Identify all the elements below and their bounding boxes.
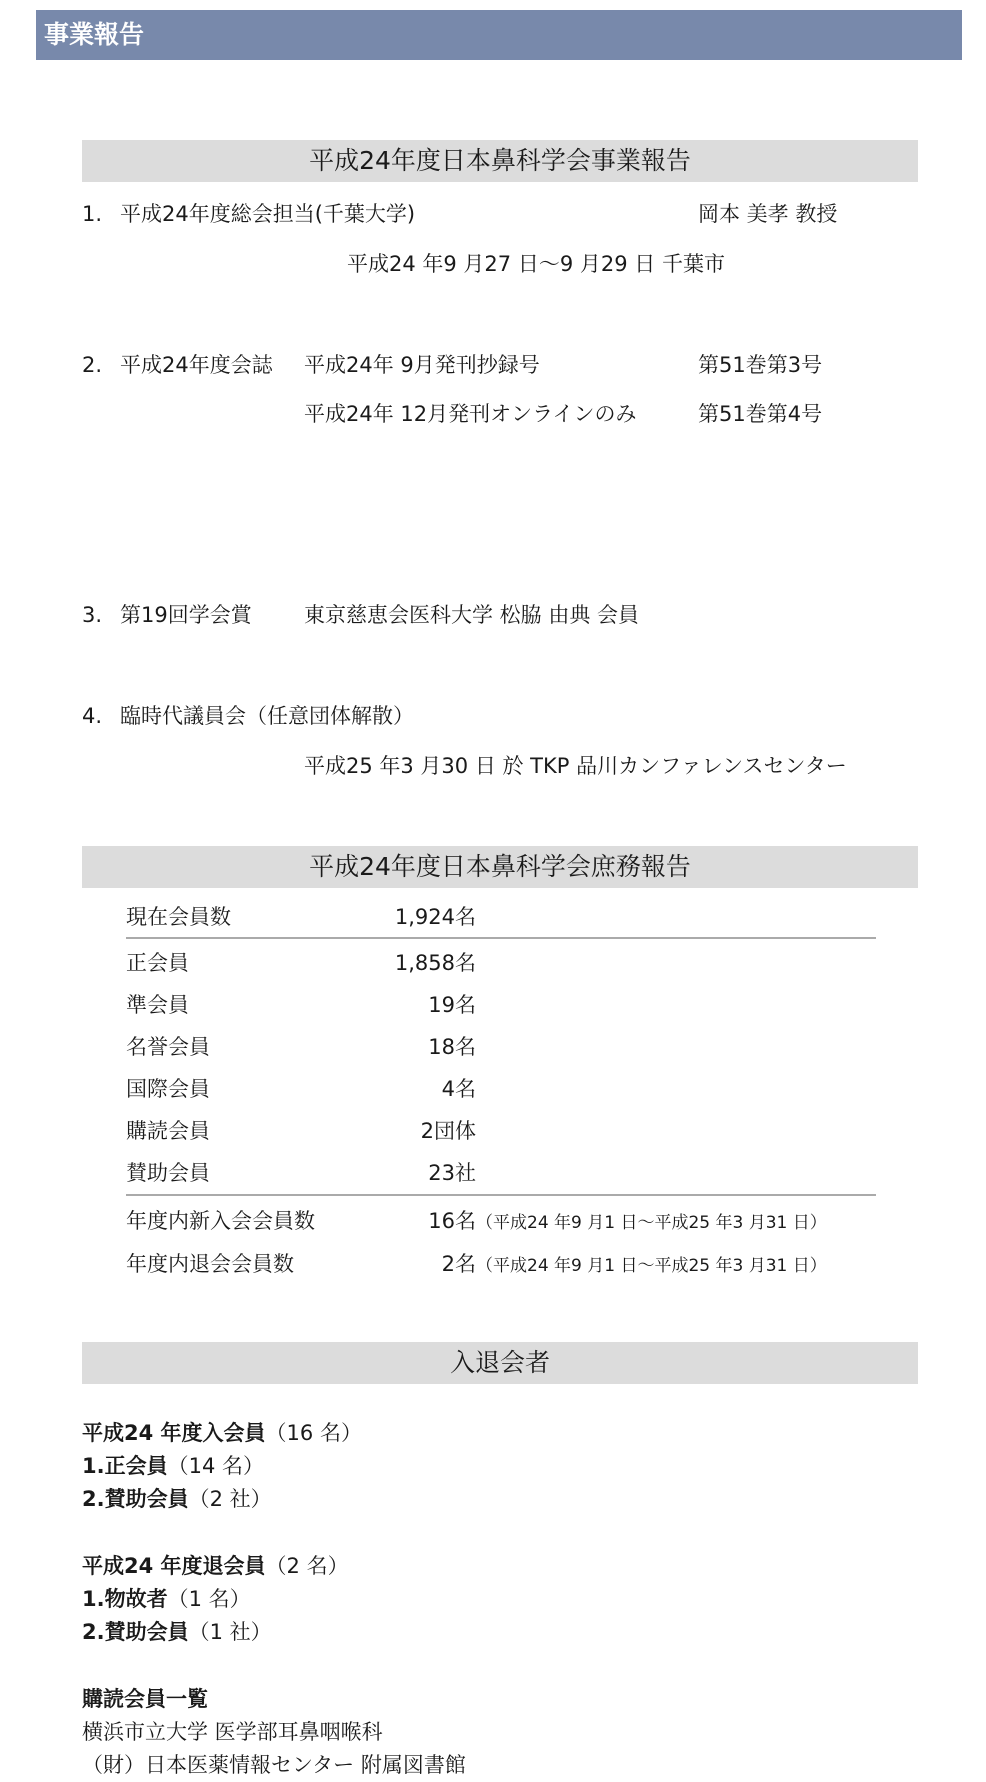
item4-number: 4.: [82, 704, 103, 728]
leave-heading: 平成24 年度退会員（2 名）: [82, 1554, 349, 1578]
new-members-label: 年度内新入会会員数: [126, 1209, 315, 1233]
item1-date: 平成24 年9 月27 日〜9 月29 日 千葉市: [347, 252, 725, 276]
member-type-label: 国際会員: [126, 1077, 210, 1101]
affairs-report-header: [82, 846, 918, 888]
total-members-value: 1,924名: [394, 905, 476, 929]
item4-detail: 平成25 年3 月30 日 於 TKP 品川カンファレンスセンター: [304, 754, 847, 778]
member-type-value: 23社: [428, 1161, 476, 1185]
divider: [126, 937, 876, 939]
left-members-label: 年度内退会会員数: [126, 1252, 294, 1276]
membership-changes-title: 入退会者: [449, 1348, 550, 1377]
item2-label: 平成24年度会誌: [120, 353, 273, 377]
item2-number: 2.: [82, 353, 103, 377]
member-type-value: 19名: [428, 993, 476, 1017]
left-members-value: 2名: [441, 1252, 476, 1276]
join-item: 2.賛助会員（2 社）: [82, 1487, 272, 1511]
join-heading: 平成24 年度入会員（16 名）: [82, 1421, 362, 1445]
member-type-label: 購読会員: [126, 1119, 210, 1143]
item3-label: 第19回学会賞: [120, 603, 252, 627]
total-members-label: 現在会員数: [126, 905, 231, 929]
member-type-value: 2団体: [420, 1119, 476, 1143]
divider: [126, 1194, 876, 1196]
affairs-report-title: 平成24年度日本鼻科学会庶務報告: [309, 852, 691, 881]
left-members-period: （平成24 年9 月1 日〜平成25 年3 月31 日）: [476, 1256, 827, 1276]
leave-item: 1.物故者（1 名）: [82, 1587, 251, 1611]
item3-winner: 東京慈恵会医科大学 松脇 由典 会員: [304, 603, 640, 627]
new-members-period: （平成24 年9 月1 日〜平成25 年3 月31 日）: [476, 1213, 827, 1233]
item2-row2-volume: 第51巻第4号: [698, 402, 823, 426]
item3-number: 3.: [82, 603, 103, 627]
business-report-title: 平成24年度日本鼻科学会事業報告: [309, 146, 691, 175]
item2-row1-volume: 第51巻第3号: [698, 353, 823, 377]
business-report-header: [82, 140, 918, 182]
membership-changes-header: [82, 1342, 918, 1384]
subscribers-heading: 購読会員一覧: [82, 1687, 208, 1711]
join-item: 1.正会員（14 名）: [82, 1454, 264, 1478]
item2-row2-desc: 平成24年 12月発刊オンラインのみ: [304, 402, 637, 426]
member-type-value: 4名: [441, 1077, 476, 1101]
page-title: 事業報告: [44, 20, 145, 49]
item1-label: 平成24年度総会担当(千葉大学): [120, 202, 416, 226]
item1-person: 岡本 美孝 教授: [698, 202, 838, 226]
member-type-label: 正会員: [126, 951, 189, 975]
member-type-value: 1,858名: [394, 951, 476, 975]
member-type-label: 名誉会員: [126, 1035, 210, 1059]
page-header: [36, 10, 962, 60]
member-type-label: 準会員: [126, 993, 189, 1017]
subscriber-item: 横浜市立大学 医学部耳鼻咽喉科: [82, 1720, 383, 1744]
leave-item: 2.賛助会員（1 社）: [82, 1620, 272, 1644]
item1-number: 1.: [82, 202, 103, 226]
new-members-value: 16名: [428, 1209, 476, 1233]
member-type-label: 賛助会員: [126, 1161, 210, 1185]
subscriber-item: （財）日本医薬情報センター 附属図書館: [82, 1753, 466, 1777]
item2-row1-desc: 平成24年 9月発刊抄録号: [304, 353, 540, 377]
member-type-value: 18名: [428, 1035, 476, 1059]
item4-label: 臨時代議員会（任意団体解散）: [120, 704, 414, 728]
